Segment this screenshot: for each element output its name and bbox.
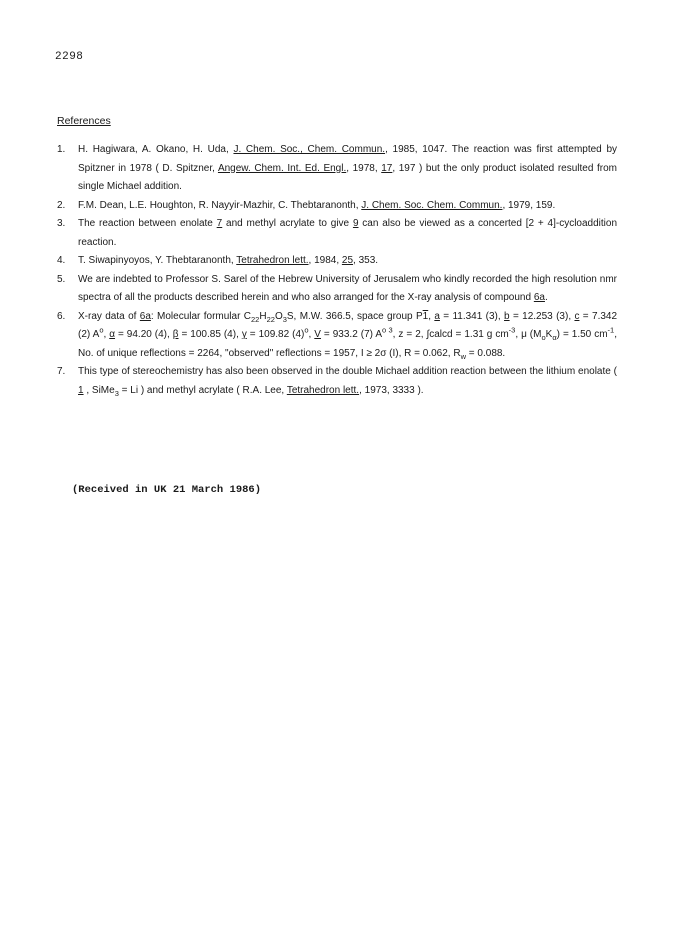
reference-1 (57, 141, 617, 197)
cell-parameter: V (314, 329, 321, 340)
cell-parameter: β (172, 329, 179, 340)
reference-number: 7. (57, 366, 66, 377)
subscript: w (460, 351, 467, 361)
reference-2 (57, 197, 617, 216)
reference-number: 6. (57, 310, 66, 322)
volume-number: 25 (341, 255, 354, 266)
compound-number: 6a (139, 310, 151, 322)
subscript: 22 (266, 314, 275, 324)
ref-text: . (544, 292, 548, 303)
ref-text: S, M.W. 366.5, space group P (286, 310, 423, 322)
journal-name: Tetrahedron lett. (236, 255, 309, 266)
ref-text: X-ray data of (78, 310, 140, 322)
ref-text: : Molecular formular C (150, 310, 252, 322)
ref-text: can also be viewed as a concerted [2 + 4]-cycloaddition reaction. (78, 218, 618, 248)
journal-name: J. Chem. Soc., Chem. Commun. (233, 144, 386, 155)
ref-text: = 100.85 (4), (178, 329, 242, 340)
ref-text: , (308, 329, 315, 340)
ref-text: , z = 2, ∫calcd = 1.31 g cm (392, 329, 509, 340)
reference-3 (57, 215, 617, 252)
ref-text: = 933.2 (7) A (320, 329, 383, 340)
ref-text: F.M. Dean, L.E. Houghton, R. Nayyir-Mazhir, C. Thebtaranonth, (78, 199, 362, 211)
cell-parameter: c (574, 310, 580, 322)
ref-text: = 94.20 (4), (115, 329, 173, 340)
ref-text: , 1984, (308, 255, 342, 266)
superscript: o 3 (382, 325, 393, 335)
reference-number: 5. (57, 273, 66, 285)
ref-text: , (428, 310, 435, 322)
ref-text: , 1973, 3333 ). (359, 384, 424, 396)
reference-number: 2. (57, 199, 66, 211)
superscript: -1 (607, 325, 615, 335)
ref-text: The reaction between enolate (78, 218, 217, 229)
ref-text: , 1978, (346, 162, 382, 174)
superscript: o (304, 325, 309, 335)
ref-text: , μ (M (515, 329, 542, 340)
ref-text: = Li ) and methyl acrylate ( R.A. Lee, (118, 384, 287, 396)
reference-7 (57, 363, 617, 400)
compound-number: 1 (78, 384, 84, 396)
subscript: o (541, 333, 546, 342)
references-heading: References (57, 115, 111, 127)
reference-number: 1. (57, 144, 66, 155)
reference-list (57, 141, 617, 400)
received-date: (Received in UK 21 March 1986) (72, 484, 262, 496)
ref-text: , 353. (353, 255, 379, 266)
ref-text: = 109.82 (4) (246, 329, 305, 340)
subscript: α (552, 333, 557, 342)
ref-text: and methyl acrylate to give (222, 218, 353, 229)
ref-text: , (103, 329, 110, 340)
journal-name: J. Chem. Soc. Chem. Commun. (361, 199, 503, 211)
journal-name: Angew. Chem. Int. Ed. Engl. (217, 162, 347, 174)
ref-text: T. Siwapinyoyos, Y. Thebtaranonth, (78, 255, 237, 266)
compound-number: 9 (352, 218, 359, 229)
superscript: o (99, 325, 104, 335)
ref-text: , 1979, 159. (502, 199, 556, 211)
page-number: 2298 (55, 51, 84, 63)
reference-6 (57, 308, 617, 364)
ref-text: = 12.253 (3), (509, 310, 575, 322)
reference-number: 4. (57, 255, 66, 266)
ref-text: ) = 1.50 cm (556, 329, 608, 340)
subscript: 3 (114, 388, 119, 398)
subscript: 22 (251, 314, 260, 324)
compound-number: 7 (216, 218, 223, 229)
space-group-bar: 1 (422, 310, 429, 322)
compound-number: 6a (533, 292, 545, 303)
ref-text: O (274, 310, 283, 322)
cell-parameter: γ (241, 329, 247, 340)
journal-name: Tetrahedron lett. (286, 384, 360, 396)
ref-text: , No. of unique reflections = 2264, "observed" reflections = 1957, I ≥ 2σ (I), R = 0.062, R (78, 329, 617, 359)
cell-parameter: a (434, 310, 440, 322)
ref-text: , 197 ) but the only product isolated resulted from single Michael addition. (78, 162, 617, 192)
reference-5 (57, 271, 617, 308)
ref-text: = 7.342 (2) A (78, 310, 618, 340)
volume-number: 17 (381, 162, 393, 174)
reference-number: 3. (57, 218, 66, 229)
cell-parameter: b (504, 310, 510, 322)
ref-text: This type of stereochemistry has also been observed in the double Michael addition reaction between the lithium enolate ( (78, 366, 617, 377)
ref-text: , SiMe (83, 384, 115, 396)
cell-parameter: α (109, 329, 116, 340)
subscript: 3 (282, 314, 287, 324)
ref-text: , 1985, 1047. The reaction was first attempted by Spitzner in 1978 ( D. Spitzner, (78, 144, 618, 174)
superscript: -3 (508, 325, 516, 335)
ref-text: = 11.341 (3), (439, 310, 505, 322)
reference-4 (57, 252, 617, 271)
ref-text: We are indebted to Professor S. Sarel of the Hebrew University of Jerusalem who kindly recorded the high resolution nmr spectra of all the products described herein and who also arranged for the X-ray analysis of compound (78, 273, 617, 303)
ref-text: H (259, 310, 267, 322)
ref-text: K (545, 329, 553, 340)
ref-text: H. Hagiwara, A. Okano, H. Uda, (78, 144, 234, 155)
ref-text: = 0.088. (466, 347, 506, 359)
